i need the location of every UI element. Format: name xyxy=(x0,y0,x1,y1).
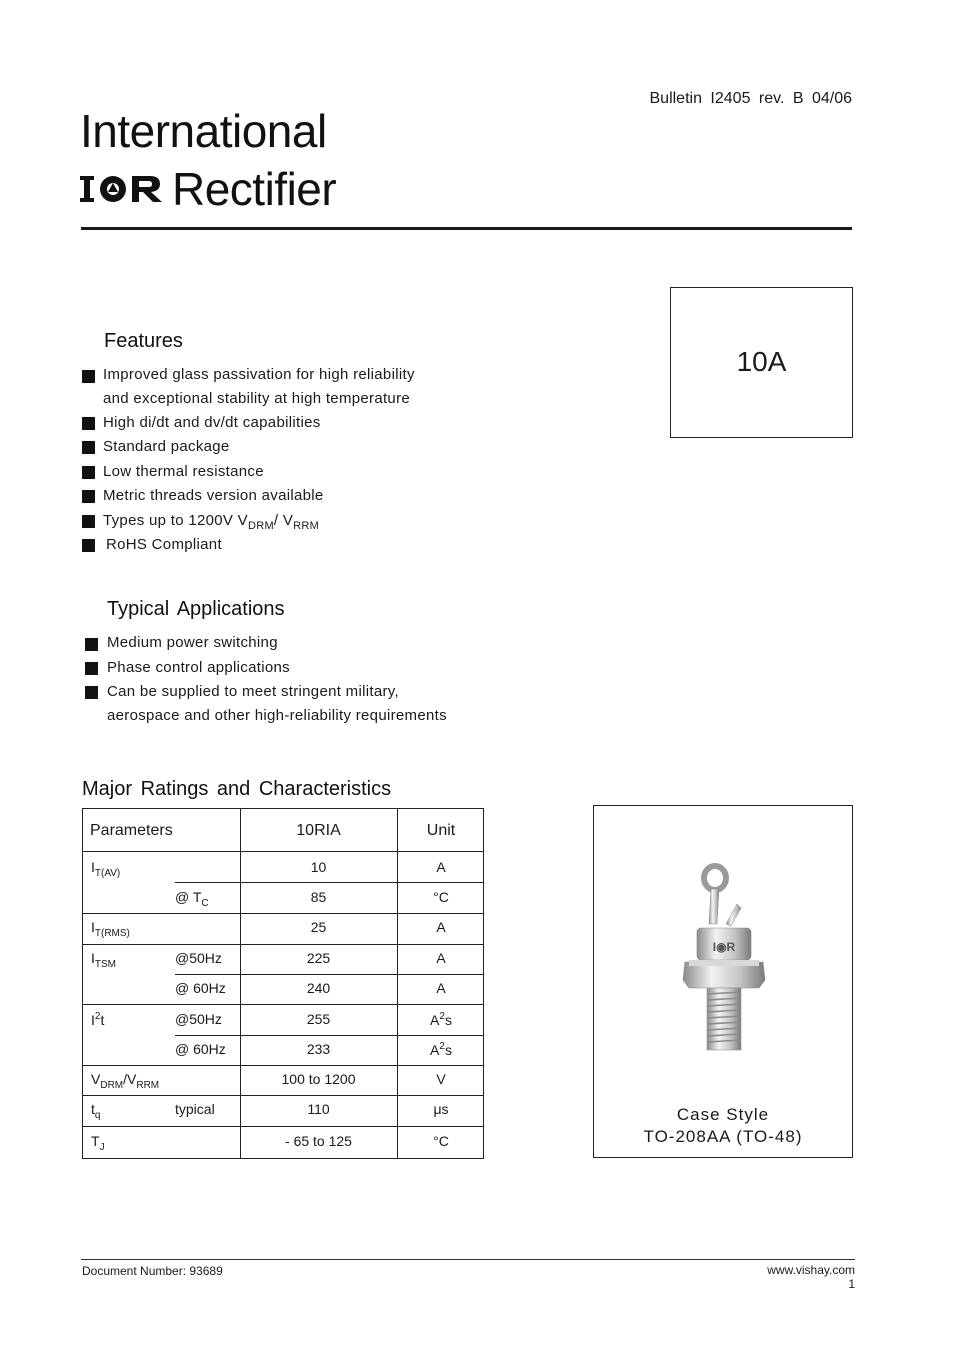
table-param: $t_q$ xyxy=(91,1101,101,1121)
table-unit: μs xyxy=(433,1101,449,1117)
table-value: 85 xyxy=(310,889,327,905)
table-divider xyxy=(83,1095,483,1096)
table-divider xyxy=(83,1126,483,1127)
table-divider xyxy=(175,882,483,883)
table-param: $I_{TSM}$ xyxy=(91,950,116,970)
table-value: 240 xyxy=(306,980,331,996)
bullet-icon xyxy=(85,686,98,699)
table-divider xyxy=(83,944,483,945)
table-divider xyxy=(83,913,483,914)
table-unit: $A^2s$ xyxy=(430,1011,452,1028)
table-value: 255 xyxy=(306,1011,331,1027)
ratings-table xyxy=(82,808,484,1159)
table-divider xyxy=(83,1004,483,1005)
bullet-icon xyxy=(82,466,95,479)
ior-logo-icon xyxy=(80,173,164,205)
table-unit: °C xyxy=(433,889,449,905)
table-divider xyxy=(83,1065,483,1066)
bulletin-number: Bulletin I2405 rev. B 04/06 xyxy=(649,90,852,107)
feature-item: Improved glass passivation for high reliability xyxy=(103,366,415,383)
current-rating: 10A xyxy=(736,346,787,377)
logo-rectifier: Rectifier xyxy=(172,163,337,215)
logo-international: International xyxy=(80,105,327,157)
application-item: Phase control applications xyxy=(107,659,290,676)
page-number: 1 xyxy=(848,1277,855,1291)
table-condition: @ 60Hz xyxy=(175,1041,226,1057)
table-unit: A xyxy=(436,859,446,875)
table-param: $I_{T(RMS)}$ xyxy=(91,919,130,939)
table-condition: @ 60Hz xyxy=(175,980,226,996)
bullet-icon xyxy=(85,638,98,651)
table-value: - 65 to 125 xyxy=(285,1133,352,1149)
table-condition: @ $T_C$ xyxy=(175,889,209,909)
stud-package-image xyxy=(679,862,769,1062)
table-param: $T_J$ xyxy=(91,1133,105,1153)
table-unit: A xyxy=(436,950,446,966)
table-value: 225 xyxy=(306,950,331,966)
application-item: Medium power switching xyxy=(107,634,278,651)
bullet-icon xyxy=(82,441,95,454)
table-unit: A xyxy=(436,980,446,996)
document-number: Document Number: 93689 xyxy=(82,1264,223,1278)
bullet-icon xyxy=(85,662,98,675)
feature-item: Metric threads version available xyxy=(103,487,324,504)
table-param: $I_{T(AV)}$ xyxy=(91,859,121,879)
svg-text:I◉R: I◉R xyxy=(712,940,736,954)
table-value: 25 xyxy=(310,919,327,935)
feature-item-voltage: Types up to 1200V $V_{DRM}/$ $V_{RRM}$ xyxy=(103,512,320,532)
bullet-icon xyxy=(82,370,95,383)
table-header-unit: Unit xyxy=(426,822,456,839)
table-unit: °C xyxy=(433,1133,449,1149)
table-condition: typical xyxy=(175,1101,215,1117)
table-value: 233 xyxy=(306,1041,331,1057)
footer-divider xyxy=(81,1259,855,1260)
case-style-label: Case Style TO-208AA (TO-48) xyxy=(643,1105,803,1146)
table-value: 100 to 1200 xyxy=(281,1071,356,1087)
table-unit: $A^2s$ xyxy=(430,1041,452,1058)
ratings-heading: Major Ratings and Characteristics xyxy=(82,778,392,800)
table-value: 10 xyxy=(310,859,327,875)
feature-item: RoHS Compliant xyxy=(106,536,222,553)
applications-heading: Typical Applications xyxy=(107,598,285,620)
header-divider xyxy=(81,227,852,230)
bullet-icon xyxy=(82,417,95,430)
features-heading: Features xyxy=(104,330,183,352)
table-divider xyxy=(175,974,483,975)
table-value: 110 xyxy=(307,1101,330,1117)
table-unit: V xyxy=(436,1071,446,1087)
application-item: Can be supplied to meet stringent military, xyxy=(107,683,399,700)
table-header-parameters: Parameters xyxy=(90,822,173,839)
feature-item: Standard package xyxy=(103,438,230,455)
table-condition: @50Hz xyxy=(175,950,222,966)
table-condition: @50Hz xyxy=(175,1011,222,1027)
table-param: $V_{DRM}/V_{RRM}$ xyxy=(91,1071,160,1091)
feature-item: and exceptional stability at high temperature xyxy=(103,390,411,407)
current-rating-box xyxy=(670,287,853,438)
feature-item: High di/dt and dv/dt capabilities xyxy=(103,414,321,431)
table-divider xyxy=(175,1035,483,1036)
bullet-icon xyxy=(82,490,95,503)
bullet-icon xyxy=(82,539,95,552)
website-link[interactable]: www.vishay.com xyxy=(767,1263,855,1277)
bullet-icon xyxy=(82,515,95,528)
company-logo xyxy=(80,161,336,217)
feature-item: Low thermal resistance xyxy=(103,463,264,480)
application-item: aerospace and other high-reliability requirements xyxy=(107,707,447,724)
table-divider xyxy=(83,851,483,852)
table-unit: A xyxy=(436,919,446,935)
table-param: $I^2t$ xyxy=(91,1011,105,1028)
table-header-part: 10RIA xyxy=(296,822,341,839)
